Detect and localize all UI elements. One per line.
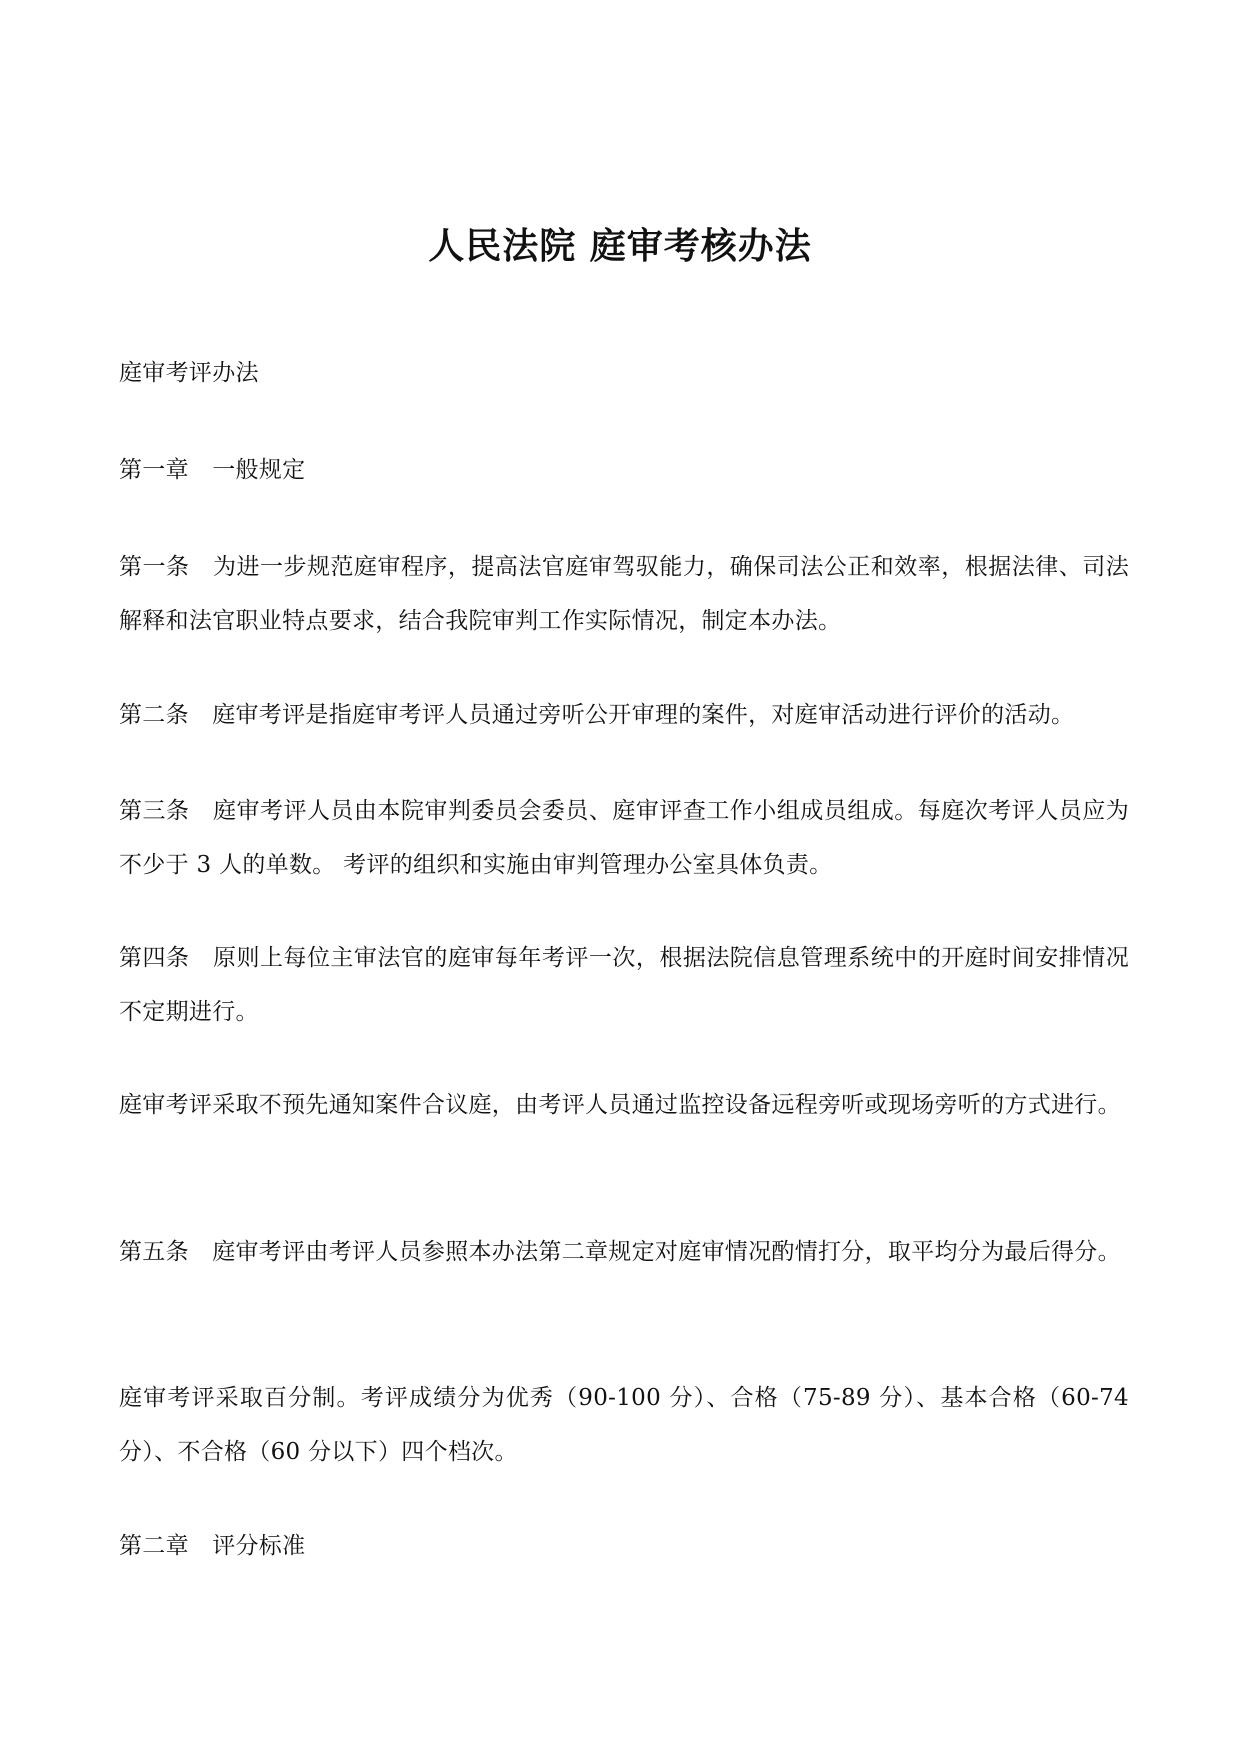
article-3: 第三条 庭审考评人员由本院审判委员会委员、庭审评查工作小组成员组成。每庭次考评人员应为不少于 3 人的单数。 考评的组织和实施由审判管理办公室具体负责。: [119, 798, 1129, 878]
article-2: 第二条 庭审考评是指庭审考评人员通过旁听公开审理的案件，对庭审活动进行评价的活动。: [119, 702, 1075, 728]
chapter-heading-2: 第二章 评分标准: [119, 1533, 306, 1559]
article-4: 第四条 原则上每位主审法官的庭审每年考评一次，根据法院信息管理系统中的开庭时间安排情况不定期进行。: [119, 945, 1129, 1025]
chapter-heading-1: 第一章 一般规定: [119, 457, 306, 483]
article-1: 第一条 为进一步规范庭审程序，提高法官庭审驾驭能力，确保司法公正和效率，根据法律、司法解释和法官职业特点要求，结合我院审判工作实际情况，制定本办法。: [119, 554, 1129, 634]
article-5: 第五条 庭审考评由考评人员参照本办法第二章规定对庭审情况酌情打分，取平均分为最后得分。: [119, 1239, 1121, 1265]
article-5-supplement: 庭审考评采取百分制。考评成绩分为优秀（90-100 分）、合格（75-89 分）、基本合格（60-74 分）、不合格（60 分以下）四个档次。: [119, 1385, 1129, 1465]
document-title: 人民法院 庭审考核办法: [428, 225, 812, 267]
article-4-supplement: 庭审考评采取不预先通知案件合议庭，由考评人员通过监控设备远程旁听或现场旁听的方式进行。: [119, 1092, 1121, 1118]
document-subtitle: 庭审考评办法: [119, 360, 259, 386]
